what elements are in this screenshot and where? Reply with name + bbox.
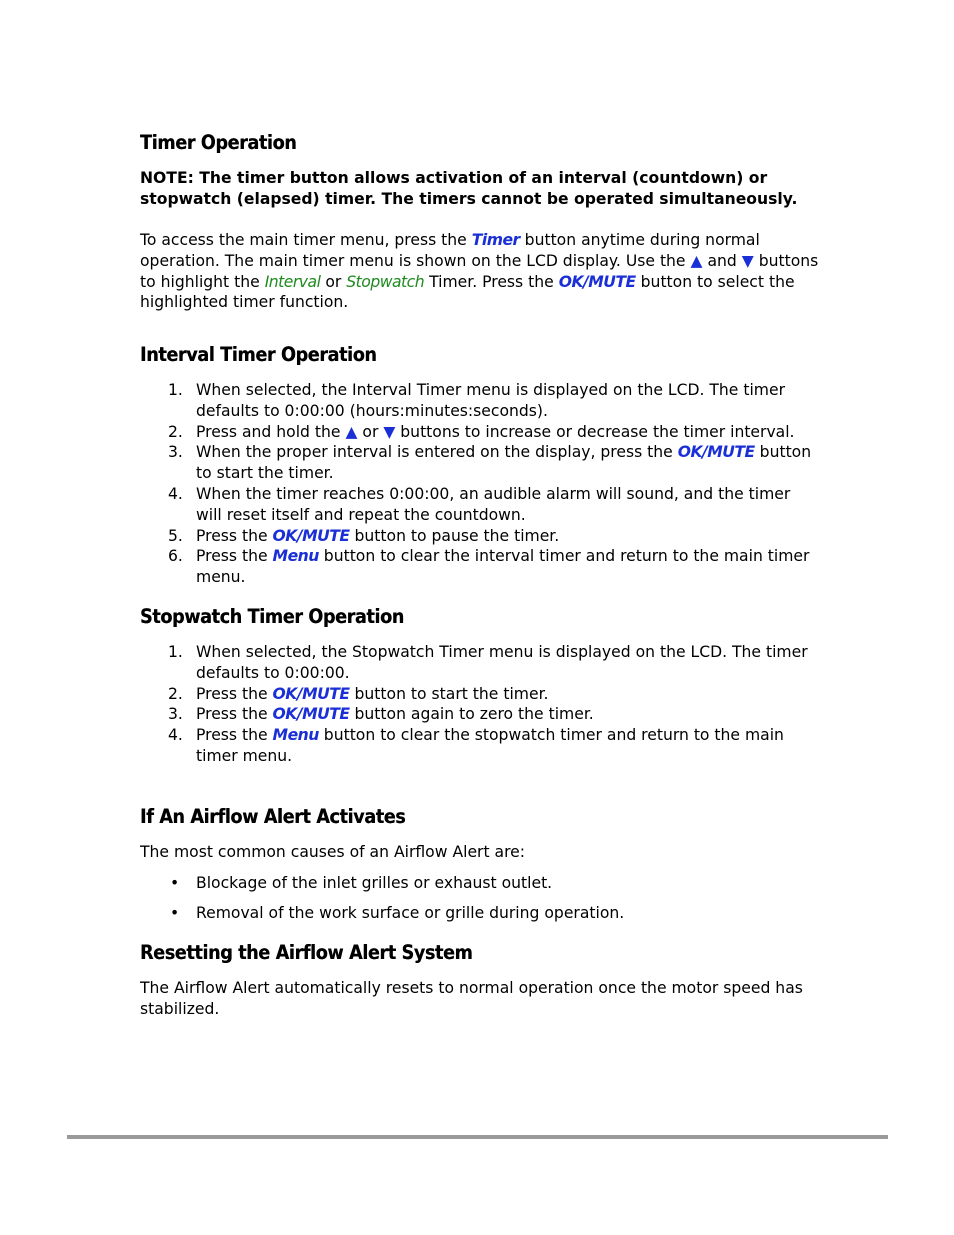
step-text: Press the — [196, 526, 273, 545]
footer-rule — [67, 1135, 888, 1139]
text: button to select the highlighted timer function. — [140, 272, 795, 312]
ok-mute-button-ref: OK/MUTE — [272, 526, 350, 545]
text: buttons to highlight the — [140, 251, 819, 291]
list-item — [168, 546, 820, 588]
timer-button-ref: Timer — [471, 231, 520, 249]
text: To access the main timer menu, press the — [140, 231, 472, 249]
list-item: • Removal of the work surface or grille during operation. — [168, 903, 820, 924]
step-number: 3. — [168, 443, 183, 462]
list-item — [168, 422, 820, 443]
ok-mute-button-ref: OK/MUTE — [677, 443, 755, 462]
interval-ref: Interval — [264, 272, 321, 291]
step-text: Press the — [196, 547, 273, 566]
step-text: When the timer reaches 0:00:00, an audible alarm will sound, and the timer will reset itself and repeat the countdown. — [196, 484, 791, 524]
list-item — [168, 526, 820, 547]
stopwatch-ref: Stopwatch — [346, 272, 425, 291]
airflow-causes-list — [168, 873, 820, 894]
up-arrow-icon: ▲ — [345, 422, 358, 441]
list-item — [168, 704, 820, 725]
step-text: Press and hold the — [196, 422, 346, 441]
text: Timer. Press the — [424, 272, 559, 291]
heading-interval-timer: Interval Timer Operation — [140, 343, 377, 366]
step-text: button to start the timer. — [196, 443, 812, 483]
list-item — [168, 725, 820, 767]
step-text: When the proper interval is entered on the display, press the — [196, 443, 678, 462]
heading-reset-airflow: Resetting the Airflow Alert System — [140, 941, 473, 964]
timer-intro-paragraph — [140, 230, 820, 313]
step-number: 5. — [168, 526, 183, 545]
list-item — [168, 684, 820, 705]
step-text: button to start the timer. — [349, 684, 549, 703]
ok-mute-button-ref: OK/MUTE — [558, 272, 636, 291]
step-text: Press the — [196, 684, 273, 703]
heading-timer-operation: Timer Operation — [140, 131, 297, 154]
interval-steps-list — [168, 380, 820, 588]
ok-mute-button-ref: OK/MUTE — [272, 684, 350, 703]
step-text: buttons to increase or decrease the timer interval. — [395, 422, 795, 441]
step-text: Press the — [196, 726, 273, 745]
menu-button-ref: Menu — [272, 726, 319, 745]
step-number: 6. — [168, 547, 183, 566]
step-text: or — [357, 422, 384, 441]
stopwatch-steps-list — [168, 642, 820, 767]
reset-paragraph: The Airflow Alert automatically resets to normal operation once the motor speed has stabilized. — [140, 979, 803, 1018]
step-number: 4. — [168, 484, 183, 503]
step-text: button to pause the timer. — [349, 526, 560, 545]
list-item — [168, 642, 820, 684]
timer-note: NOTE: The timer button allows activation of an interval (countdown) or stopwatch (elapsed) timer. The timers cannot be operated simultaneously. — [140, 169, 798, 208]
down-arrow-icon: ▼ — [741, 251, 754, 270]
step-text: When selected, the Interval Timer menu is displayed on the LCD. The timer defaults to 0:00:00 (hours:minutes:seconds). — [196, 381, 785, 420]
text: button anytime during normal operation. The main timer menu is shown on the LCD display. Use the — [140, 231, 760, 270]
step-text: button to clear the stopwatch timer and return to the main timer menu. — [196, 726, 784, 765]
step-text: When selected, the Stopwatch Timer menu is displayed on the LCD. The timer defaults to 0:00:00. — [196, 643, 808, 682]
list-item: • Blockage of the inlet grilles or exhaust outlet. — [168, 873, 820, 894]
airflow-intro: The most common causes of an Airflow Alert are: — [140, 843, 525, 861]
up-arrow-icon: ▲ — [690, 251, 703, 270]
list-item — [168, 442, 820, 484]
down-arrow-icon: ▼ — [383, 422, 396, 441]
menu-button-ref: Menu — [272, 547, 319, 566]
step-number: 4. — [168, 726, 183, 745]
text: or — [320, 272, 347, 291]
step-text: button again to zero the timer. — [349, 705, 594, 724]
text: and — [702, 251, 742, 270]
ok-mute-button-ref: OK/MUTE — [272, 705, 350, 724]
list-item — [168, 484, 820, 526]
step-number: 1. — [168, 381, 183, 399]
step-number: 2. — [168, 422, 183, 441]
step-text: button to clear the interval timer and return to the main timer menu. — [196, 547, 810, 587]
step-number: 2. — [168, 684, 183, 703]
step-text: Press the — [196, 705, 273, 724]
step-number: 1. — [168, 643, 183, 661]
list-item — [168, 380, 820, 422]
heading-airflow-alert: If An Airflow Alert Activates — [140, 805, 406, 828]
heading-stopwatch-timer: Stopwatch Timer Operation — [140, 605, 404, 628]
step-number: 3. — [168, 705, 183, 724]
airflow-causes-list — [168, 903, 820, 924]
